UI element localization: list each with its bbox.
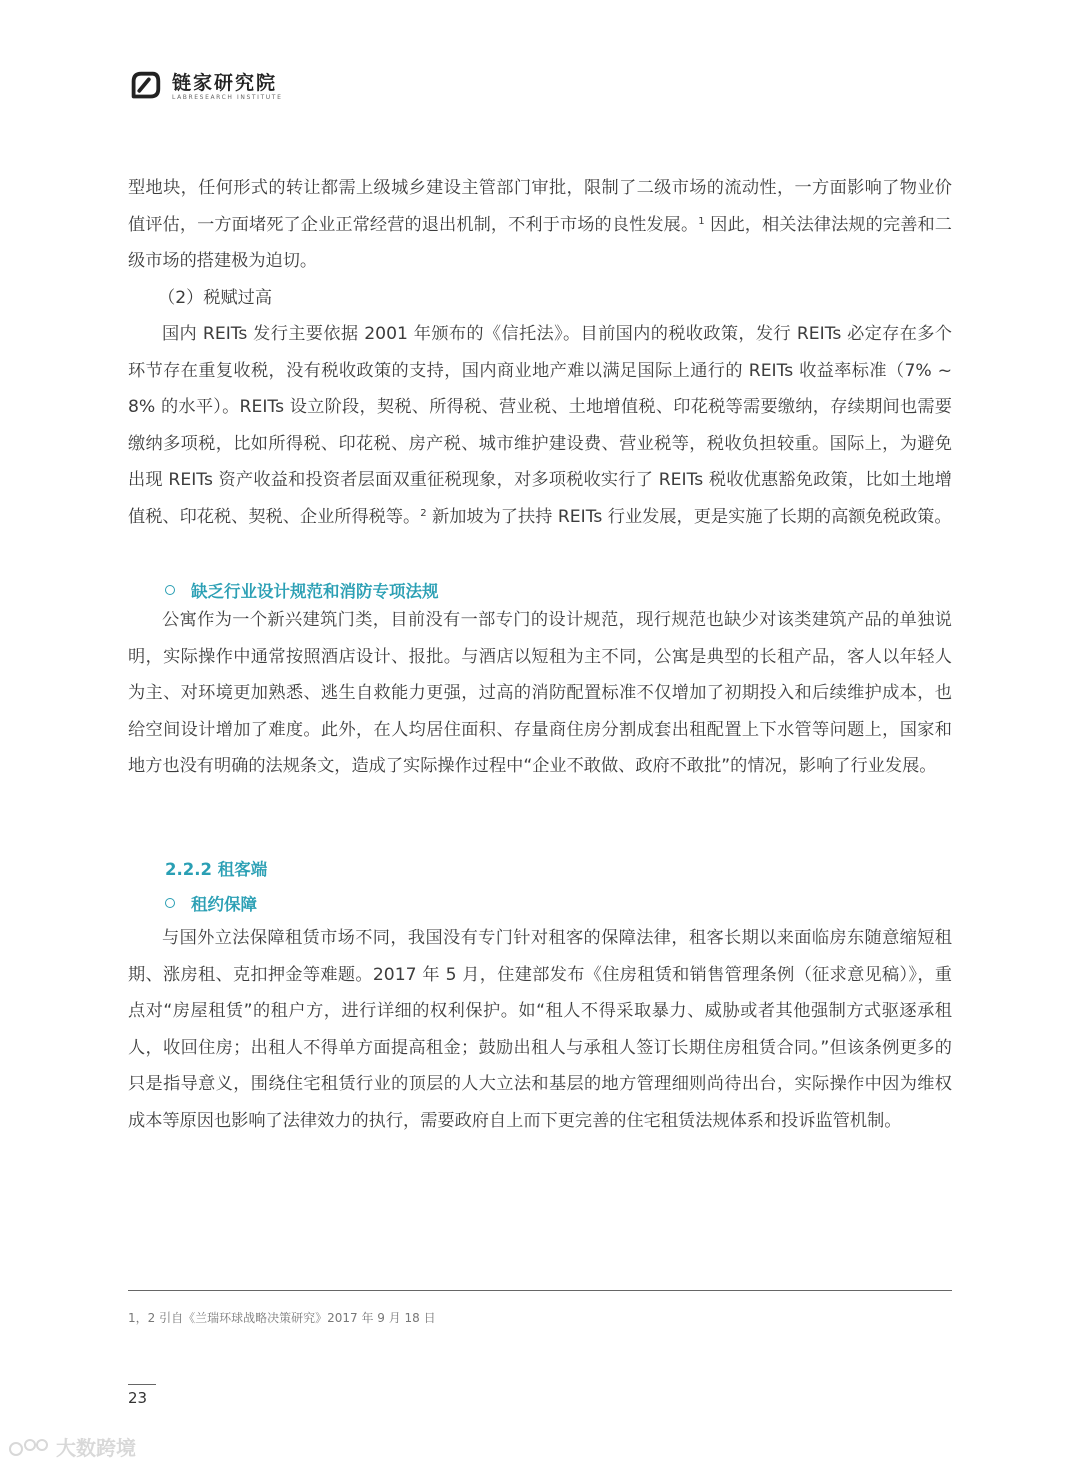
- paragraph-text: 国内 REITs 发行主要依据 2001 年颁布的《信托法》。目前国内的税收政策，发行 REITs 必定存在多个环节存在重复收税，没有税收政策的支持，国内商业地产难以满足国际上通行的 REITs 收益率标准（7% ~ 8% 的水平）。REITs 设立阶段，契税、所得税、营业税、土地增值税、印花税等需要缴纳，存续期间也需要缴纳多项税，比如所得税、印花税、房产税、城市维护建设费、营业税等，税收负担较重。国际上，为避免出现 REITs 资产收益和投资者层面双重征税现象，对多项税收实行了 REITs 税收优惠豁免政策，比如土地增值税、印花税、契税、企业所得税等。: [128, 324, 952, 527]
- bullet-heading-text: 租约保障: [191, 895, 257, 914]
- watermark-text: 大数跨境: [56, 1436, 136, 1460]
- subheading-tax: （2）税赋过高: [158, 287, 273, 308]
- body-block-2: [128, 602, 952, 785]
- paragraph: [128, 316, 952, 535]
- paragraph-text: 因此，相关法律法规的完善和二级市场的搭建极为迫切。: [128, 214, 952, 271]
- paragraph: 公寓作为一个新兴建筑门类，目前没有一部专门的设计规范，现行规范也缺少对该类建筑产品的单独说明，实际操作中通常按照酒店设计、报批。与酒店以短租为主不同，公寓是典型的长租产品，客人以年轻人为主、对环境更加熟悉、逃生自救能力更强，过高的消防配置标准不仅增加了初期投入和后续维护成本，也给空间设计增加了难度。此外，在人均居住面积、存量商住房分割成套出租配置上下水管等问题上，国家和地方也没有明确的法规条文，造成了实际操作过程中“企业不敢做、政府不敢批”的情况，影响了行业发展。: [128, 610, 952, 776]
- lianjia-logo-icon: [126, 68, 164, 106]
- paragraph-text: 新加坡为了扶持 REITs 行业发展，更是实施了长期的高额免税政策。: [426, 506, 952, 527]
- paragraph-text: 型地块，任何形式的转让都需上级城乡建设主管部门审批，限制了二级市场的流动性，一方面影响了物业价值评估，一方面堵死了企业正常经营的退出机制，不利于市场的良性发展。: [128, 178, 952, 235]
- bullet-circle-icon: [165, 898, 175, 908]
- page-number: 23: [128, 1389, 148, 1407]
- footnote-marker: 2: [420, 507, 427, 519]
- body-block-1: [128, 170, 952, 535]
- logo: [126, 68, 282, 106]
- logo-title: 链家研究院: [172, 72, 278, 94]
- watermark: [8, 1432, 136, 1461]
- page-number-divider: [128, 1384, 156, 1385]
- bullet-heading: [165, 891, 257, 915]
- footnote-divider: [128, 1290, 952, 1291]
- logo-subtitle: LABRESEARCH INSTITUTE: [172, 94, 283, 101]
- bullet-circle-icon: [165, 585, 175, 595]
- paragraph: 与国外立法保障租赁市场不同，我国没有专门针对租客的保障法律，租客长期以来面临房东随意缩短租期、涨房租、克扣押金等难题。2017 年 5 月，住建部发布《住房租赁和销售管理条例（征求意见稿）》，重点对“房屋租赁”的租户方，进行详细的权利保护。如“租人不得采取暴力、威胁或者其他强制方式驱逐承租人，收回住房；出租人不得单方面提高租金；鼓励出租人与承租人签订长期住房租赁合同。”但该条例更多的只是指导意义，围绕住宅租赁行业的顶层的人大立法和基层的地方管理细则尚待出台，实际操作中因为维权成本等原因也影响了法律效力的执行，需要政府自上而下更完善的住宅租赁法规体系和投诉监管机制。: [128, 928, 952, 1131]
- watermark-logo-icon: [8, 1437, 52, 1457]
- body-block-3: [128, 920, 952, 1139]
- bullet-heading: [165, 578, 439, 602]
- bullet-heading-text: 缺乏行业设计规范和消防专项法规: [191, 582, 439, 601]
- footnote: 1，2 引自《兰瑞环球战略决策研究》2017 年 9 月 18 日: [128, 1311, 436, 1325]
- paragraph: [128, 170, 952, 280]
- footnote-marker: 1: [698, 215, 705, 227]
- section-title: 2.2.2 租客端: [165, 860, 268, 879]
